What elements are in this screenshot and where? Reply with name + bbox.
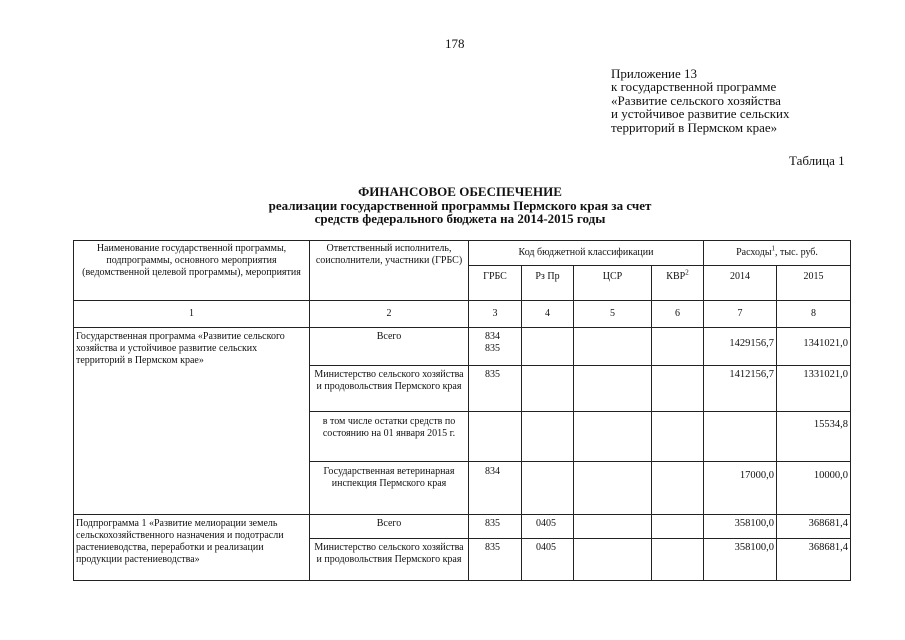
- header-budget-code: Код бюджетной классификации: [469, 241, 704, 266]
- header-executor-text: Ответственный исполнитель, соисполнители, участники (ГРБС): [315, 243, 463, 266]
- executor-cell: Министерство сельского хозяйства и продовольствия Пермского края: [310, 539, 469, 581]
- col-number: 2: [310, 301, 469, 328]
- csr-cell: [574, 539, 652, 581]
- kvr-cell: [652, 366, 704, 412]
- financing-table: [73, 240, 851, 581]
- header-kvr: [652, 266, 704, 301]
- col-number: 7: [704, 301, 777, 328]
- grbs-cell: 835: [469, 366, 522, 412]
- rzpr-cell: 0405: [522, 515, 574, 539]
- grbs-cell: 835: [469, 515, 522, 539]
- header-name-text: Наименование государственной программы, подпрограммы, основного мероприятия (ведомственной целевой программы), мероприятия: [82, 243, 301, 278]
- executor-cell: Всего: [310, 328, 469, 366]
- title-line-3: средств федерального бюджета на 2014-2015 годы: [314, 211, 606, 226]
- rzpr-cell: [522, 328, 574, 366]
- header-grbs: ГРБС: [469, 266, 522, 301]
- csr-cell: [574, 515, 652, 539]
- program-name: Государственная программа «Развитие сельского хозяйства и устойчивое развитие сельских территорий в Пермском крае»: [74, 328, 310, 515]
- kvr-cell: [652, 515, 704, 539]
- header-csr: ЦСР: [574, 266, 652, 301]
- header-executor: [310, 241, 469, 301]
- kvr-footnote: 2: [685, 268, 689, 277]
- value-2015: 368681,4: [777, 539, 851, 581]
- subprogram-name: Подпрограмма 1 «Развитие мелиорации земель сельскохозяйственного назначения и подотрасли растениеводства, переработки и реализации продукции растениеводства»: [74, 515, 310, 581]
- kvr-cell: [652, 412, 704, 462]
- title-line-2: реализации государственной программы Пермского края за счет: [268, 197, 652, 213]
- page-number: 178: [445, 36, 465, 51]
- grbs-cell: 835: [469, 539, 522, 581]
- kvr-label: КВР: [666, 271, 686, 282]
- title-line-1: ФИНАНСОВОЕ ОБЕСПЕЧЕНИЕ: [358, 184, 562, 199]
- table-row: [74, 515, 851, 539]
- kvr-cell: [652, 462, 704, 515]
- header-name: [74, 241, 310, 301]
- appendix-line: «Развитие сельского хозяйства: [611, 92, 781, 108]
- value-2015: 368681,4: [777, 515, 851, 539]
- header-expenses: [704, 241, 851, 266]
- csr-cell: [574, 366, 652, 412]
- value-2014: 17000,0: [704, 462, 777, 515]
- kvr-cell: [652, 539, 704, 581]
- value-2014: 1429156,7: [704, 328, 777, 366]
- col-number: 4: [522, 301, 574, 328]
- value-2014: [704, 412, 777, 462]
- grbs-cell: [469, 412, 522, 462]
- value-2014: 1412156,7: [704, 366, 777, 412]
- rzpr-cell: [522, 366, 574, 412]
- appendix-line: Приложение 13: [611, 66, 698, 81]
- csr-cell: [574, 412, 652, 462]
- numbering-row: [74, 301, 851, 328]
- expenses-unit: , тыс. руб.: [775, 247, 818, 258]
- header-rzpr: Рз Пр: [522, 266, 574, 301]
- rzpr-cell: 0405: [522, 539, 574, 581]
- rzpr-cell: [522, 462, 574, 515]
- table-label: Таблица 1: [789, 153, 845, 168]
- header-2015: 2015: [777, 266, 851, 301]
- csr-cell: [574, 462, 652, 515]
- col-number: 5: [574, 301, 652, 328]
- appendix-line: к государственной программе: [611, 79, 777, 95]
- appendix-line: и устойчивое развитие сельских: [611, 106, 790, 122]
- expenses-footnote: 1: [771, 244, 776, 253]
- executor-cell: Министерство сельского хозяйства и продовольствия Пермского края: [310, 366, 469, 412]
- value-2014: 358100,0: [704, 515, 777, 539]
- grbs-cell: 834 835: [469, 328, 522, 366]
- col-number: 1: [74, 301, 310, 328]
- col-number: 6: [652, 301, 704, 328]
- value-2015: 15534,8: [777, 412, 851, 462]
- value-2015: 10000,0: [777, 462, 851, 515]
- appendix-block: [611, 67, 871, 134]
- header-2014: 2014: [704, 266, 777, 301]
- col-number: 8: [777, 301, 851, 328]
- table-row: [74, 328, 851, 366]
- executor-cell: Государственная ветеринарная инспекция Пермского края: [310, 462, 469, 515]
- rzpr-cell: [522, 412, 574, 462]
- document-title: [150, 185, 770, 226]
- value-2014: 358100,0: [704, 539, 777, 581]
- value-2015: 1341021,0: [777, 328, 851, 366]
- expenses-label: Расходы: [736, 247, 772, 258]
- appendix-line: территорий в Пермском крае»: [611, 119, 778, 135]
- csr-cell: [574, 328, 652, 366]
- grbs-cell: 834: [469, 462, 522, 515]
- col-number: 3: [469, 301, 522, 328]
- kvr-cell: [652, 328, 704, 366]
- value-2015: 1331021,0: [777, 366, 851, 412]
- executor-cell: в том числе остатки средств по состоянию на 01 января 2015 г.: [310, 412, 469, 462]
- executor-cell: Всего: [310, 515, 469, 539]
